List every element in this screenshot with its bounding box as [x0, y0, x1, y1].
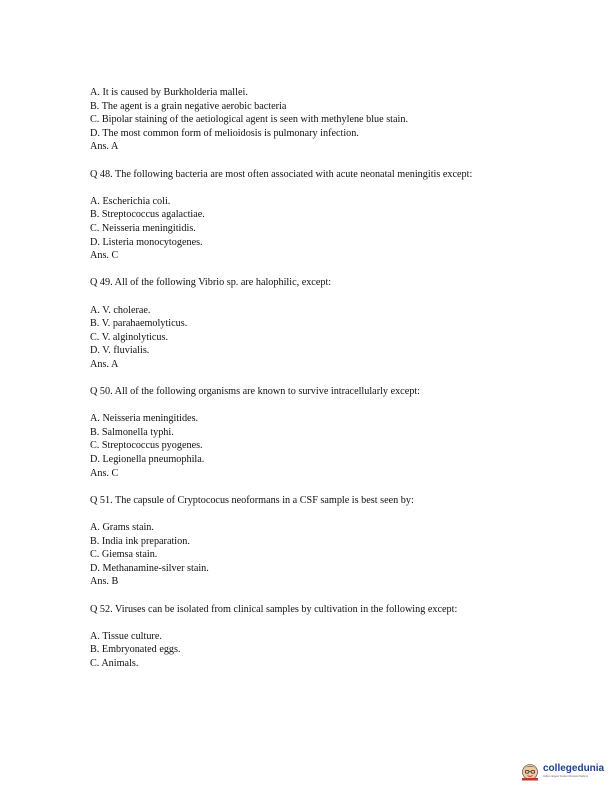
document-body: [90, 86, 530, 671]
logo-name: collegedunia: [543, 762, 605, 774]
question-51-block: [90, 494, 530, 589]
option-b: B. Streptococcus agalactiae.: [90, 209, 205, 221]
answer: Ans. A: [90, 141, 119, 153]
option-d: D. The most common form of melioidosis is pulmonary infection.: [90, 127, 359, 139]
option-b: B. V. parahaemolyticus.: [90, 318, 188, 330]
option-d: D. Methanamine-silver stain.: [90, 562, 209, 574]
option-d: D. Listeria monocytogenes.: [90, 236, 203, 248]
option-c: C. V. alginolyticus.: [90, 331, 169, 343]
answer: Ans. C: [90, 250, 119, 262]
logo-tagline: India's largest Student Review Platform: [543, 774, 589, 778]
option-b: B. The agent is a grain negative aerobic bacteria: [90, 100, 287, 112]
option-a: A. Escherichia coli.: [90, 195, 171, 207]
option-c: C. Animals.: [90, 657, 139, 669]
question-text: Q 50. All of the following organisms are known to survive intracellularly except:: [90, 386, 420, 398]
collegedunia-logo[interactable]: [520, 758, 606, 784]
answer: Ans. A: [90, 358, 119, 370]
answer: Ans. C: [90, 467, 119, 479]
answer: Ans. B: [90, 576, 119, 588]
option-d: D. Legionella pneumophila.: [90, 454, 205, 466]
question-text: Q 48. The following bacteria are most often associated with acute neonatal meningitis except:: [90, 168, 473, 180]
option-b: B. India ink preparation.: [90, 535, 190, 547]
question-52-block: [90, 603, 530, 671]
question-47-block: [90, 86, 530, 154]
option-c: C. Bipolar staining of the aetiological agent is seen with methylene blue stain.: [90, 114, 409, 126]
mascot-icon: [520, 761, 540, 781]
question-48-block: [90, 168, 530, 263]
option-d: D. V. fluvialis.: [90, 345, 150, 357]
question-text: Q 52. Viruses can be isolated from clinical samples by cultivation in the following except:: [90, 603, 458, 615]
option-c: C. Giemsa stain.: [90, 549, 158, 561]
option-a: A. Grams stain.: [90, 522, 154, 533]
option-c: C. Neisseria meningitidis.: [90, 222, 196, 234]
question-49-block: [90, 276, 530, 371]
option-a: A. It is caused by Burkholderia mallei.: [90, 87, 248, 98]
question-text: Q 51. The capsule of Cryptococus neoformans in a CSF sample is best seen by:: [90, 494, 414, 506]
option-b: B. Salmonella typhi.: [90, 426, 174, 438]
option-c: C. Streptococcus pyogenes.: [90, 440, 203, 452]
option-b: B. Embryonated eggs.: [90, 644, 181, 656]
question-50-block: [90, 385, 530, 480]
option-a: A. Neisseria meningitides.: [90, 413, 199, 425]
question-text: Q 49. All of the following Vibrio sp. are halophilic, except:: [90, 277, 332, 289]
option-a: A. Tissue culture.: [90, 630, 162, 642]
option-a: A. V. cholerae.: [90, 304, 151, 316]
